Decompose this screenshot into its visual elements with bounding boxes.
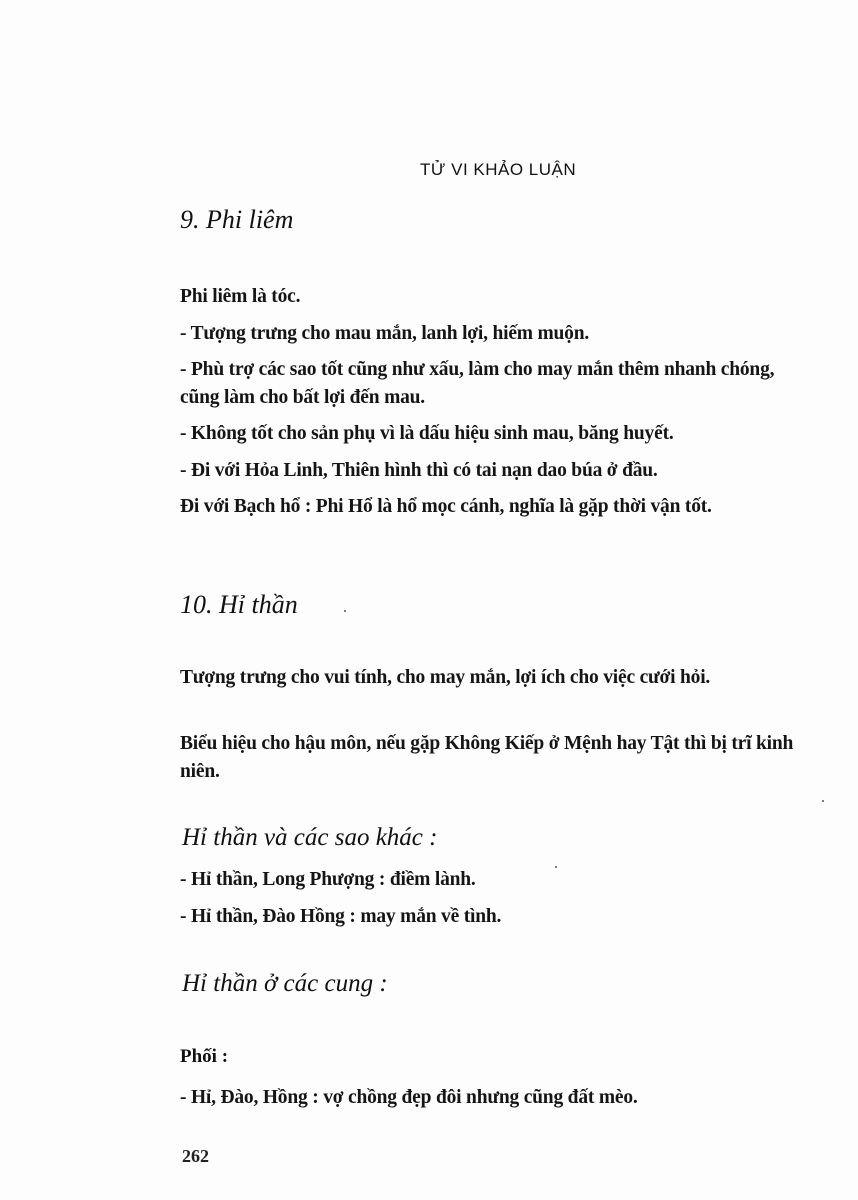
subsection-heading-other-stars: Hỉ thần và các sao khác : (182, 824, 438, 851)
bullet-item: - Hỉ, Đào, Hồng : vợ chồng đẹp đôi nhưng cũng đất mèo. (180, 1087, 638, 1108)
paragraph: Biểu hiệu cho hậu môn, nếu gặp Không Kiếp ở Mệnh hay Tật thì bị trĩ kinh niên. (180, 733, 794, 782)
bullet-item: - Đi với Hỏa Linh, Thiên hình thì có tai nạn dao búa ở đầu. (180, 460, 658, 481)
subsection-heading-palaces: Hỉ thần ở các cung : (182, 970, 388, 997)
page-number: 262 (182, 1146, 209, 1166)
bullet-item: - Hỉ thần, Long Phượng : điềm lành. (180, 869, 476, 890)
section-heading-hi-than: 10. Hỉ thần (180, 590, 298, 619)
bullet-item: - Không tốt cho sản phụ vì là dấu hiệu sinh mau, băng huyết. (180, 423, 674, 444)
scan-speck (822, 800, 824, 802)
paragraph: Tượng trưng cho vui tính, cho may mắn, lợi ích cho việc cưới hỏi. (180, 667, 711, 688)
palace-label: Phối : (180, 1046, 229, 1067)
scan-speck (344, 610, 346, 612)
paragraph: Đi với Bạch hổ : Phi Hổ là hổ mọc cánh, nghĩa là gặp thời vận tốt. (180, 496, 712, 517)
bullet-item: - Tượng trưng cho mau mắn, lanh lợi, hiếm muộn. (180, 323, 590, 344)
bullet-item: - Hỉ thần, Đào Hồng : may mắn về tình. (180, 906, 502, 927)
bullet-item: - Phù trợ các sao tốt cũng như xấu, làm cho may mắn thêm nhanh chóng, cũng làm cho bất lợi đến mau. (180, 359, 775, 408)
paragraph: Phi liêm là tóc. (180, 286, 301, 307)
section-heading-phi-liem: 9. Phi liêm (180, 205, 294, 234)
scan-speck (555, 866, 557, 868)
running-header: TỬ VI KHẢO LUẬN (420, 160, 577, 179)
